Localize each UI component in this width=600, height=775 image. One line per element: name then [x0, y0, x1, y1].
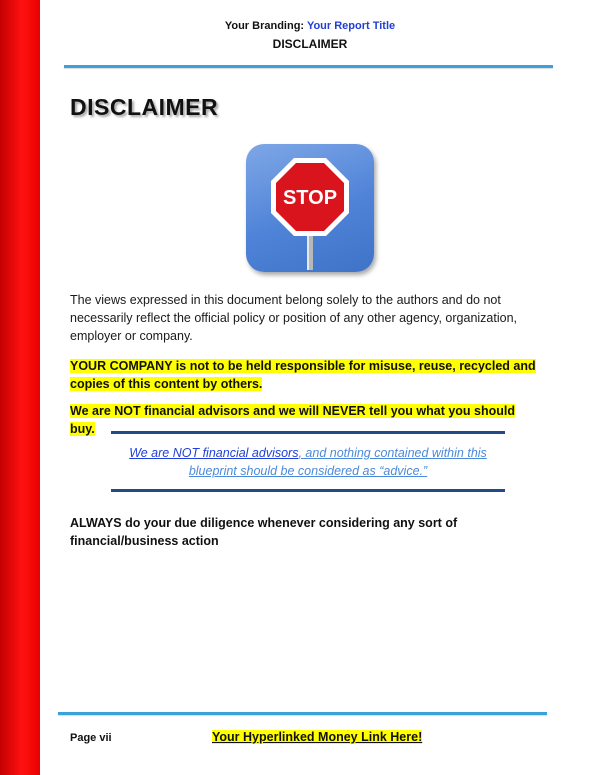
left-accent-bar — [0, 0, 40, 775]
callout-box[interactable] — [111, 444, 505, 480]
page-number: Page vii — [70, 732, 112, 744]
liability-highlight: YOUR COMPANY is not to be held responsible for misuse, reuse, recycled and copies of this content by others. — [70, 359, 536, 391]
footer-divider — [58, 712, 547, 715]
header-report-title: Your Report Title — [306, 20, 396, 32]
callout-lead-link[interactable]: We are NOT financial advisors — [129, 446, 299, 460]
callout-rest-link[interactable]: , and nothing contained within this blueprint should be considered as “advice.” — [188, 446, 487, 478]
advisor-highlight: We are NOT financial advisors and we will NEVER tell you what you should buy. — [70, 404, 516, 436]
header-divider — [64, 65, 553, 68]
header-brand-prefix: Your Branding: — [224, 20, 305, 32]
liability-notice — [70, 357, 540, 393]
money-link[interactable]: Your Hyperlinked Money Link Here! — [212, 730, 423, 744]
stop-sign-text: STOP — [282, 187, 338, 209]
header-section-title: DISCLAIMER — [272, 37, 348, 51]
page-title: DISCLAIMER — [70, 94, 219, 120]
stop-sign-icon — [246, 144, 374, 272]
callout-top-rule — [111, 431, 505, 434]
callout-bottom-rule — [111, 489, 505, 492]
closing-paragraph: ALWAYS do your due diligence whenever considering any sort of financial/business action — [70, 516, 458, 548]
header-branding — [40, 20, 580, 32]
intro-paragraph: The views expressed in this document belong solely to the authors and do not necessarily reflect the official policy or position of any other agency, organization, employer or company. — [70, 293, 518, 343]
